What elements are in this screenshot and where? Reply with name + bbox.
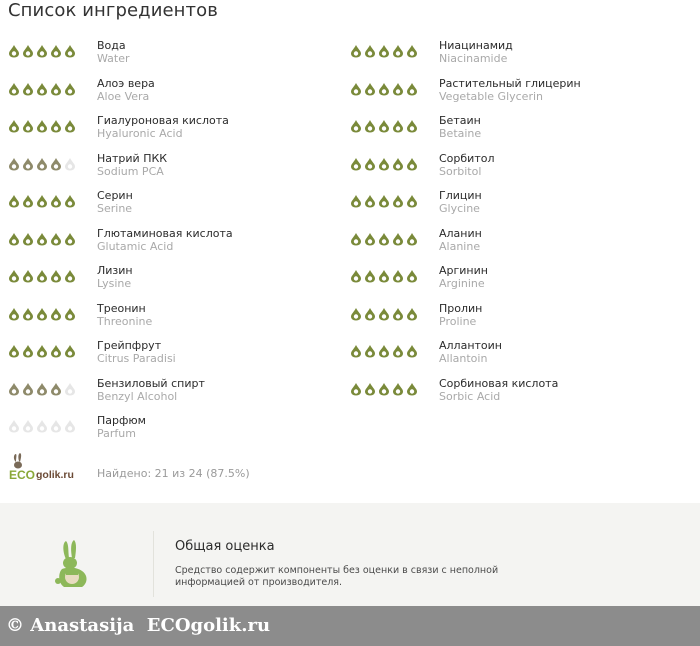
drop-icon xyxy=(406,306,418,320)
ingredients-left-column xyxy=(8,38,338,451)
drop-icon xyxy=(36,418,48,432)
ingredient-name-en: Sodium PCA xyxy=(97,164,164,178)
drop-icon xyxy=(50,381,62,395)
ingredient-name-en: Proline xyxy=(439,314,477,328)
drop-icon xyxy=(36,118,48,132)
ingredient-row[interactable] xyxy=(350,226,680,264)
drop-icon xyxy=(8,193,20,207)
ingredient-name-en: Aloe Vera xyxy=(97,89,150,103)
rating-drops xyxy=(8,306,76,322)
ingredient-row[interactable] xyxy=(8,226,338,264)
ingredient-name-ru[interactable]: Парфюм xyxy=(97,414,146,427)
rating-drops xyxy=(350,268,418,284)
rating-drops xyxy=(350,343,418,359)
rating-drops xyxy=(8,343,76,359)
ingredient-name-en: Parfum xyxy=(97,427,136,440)
drop-icon xyxy=(22,156,34,170)
drop-icon xyxy=(64,43,76,57)
drop-icon xyxy=(36,81,48,95)
drop-icon xyxy=(50,81,62,95)
ecogolik-logo[interactable] xyxy=(8,452,86,482)
drop-icon xyxy=(8,381,20,395)
drop-icon xyxy=(8,306,20,320)
drop-icon xyxy=(392,43,404,57)
rating-drops xyxy=(8,118,76,134)
ingredient-row[interactable] xyxy=(8,376,338,414)
drop-icon xyxy=(50,118,62,132)
drop-icon xyxy=(406,118,418,132)
copyright-bar xyxy=(0,606,700,646)
drop-icon xyxy=(378,118,390,132)
drop-icon xyxy=(364,118,376,132)
drop-icon xyxy=(392,343,404,357)
drop-icon xyxy=(36,268,48,282)
drop-icon xyxy=(64,156,76,170)
drop-icon xyxy=(64,418,76,432)
ingredient-name-ru[interactable]: Вода xyxy=(97,39,126,52)
rating-drops xyxy=(8,81,76,97)
ingredient-name-ru[interactable]: Серин xyxy=(97,189,133,202)
rating-drops xyxy=(8,156,76,172)
drop-icon xyxy=(378,231,390,245)
summary-title: Общая оценка xyxy=(175,539,275,554)
drop-icon xyxy=(406,81,418,95)
ingredient-name-ru[interactable]: Ниацинамид xyxy=(439,39,513,52)
ingredient-name-ru[interactable]: Лизин xyxy=(97,264,133,277)
drop-icon xyxy=(8,418,20,432)
drop-icon xyxy=(64,193,76,207)
hare-logo-icon xyxy=(8,452,86,482)
drop-icon xyxy=(378,81,390,95)
ingredient-name-en: Vegetable Glycerin xyxy=(439,89,544,103)
ingredient-name-en: Threonine xyxy=(97,314,153,328)
drop-icon xyxy=(364,43,376,57)
rating-drops xyxy=(350,81,418,97)
logo-golik-text: golik.ru xyxy=(36,469,74,481)
ingredient-name-ru[interactable]: Растительный глицерин xyxy=(439,76,581,90)
ingredient-name-en: Glutamic Acid xyxy=(97,239,174,253)
overall-rating-panel xyxy=(0,503,700,606)
drop-icon xyxy=(8,343,20,357)
copyright-text: © Anastasija ECOgolik.ru xyxy=(6,615,271,636)
drop-icon xyxy=(64,118,76,132)
ingredient-name-ru[interactable]: Бензиловый спирт xyxy=(97,376,205,390)
ingredient-row[interactable] xyxy=(350,151,680,189)
drop-icon xyxy=(364,306,376,320)
drop-icon xyxy=(392,268,404,282)
drop-icon xyxy=(392,156,404,170)
drop-icon xyxy=(406,43,418,57)
drop-icon xyxy=(22,118,34,132)
ingredient-name-en: Sorbitol xyxy=(439,164,482,178)
drop-icon xyxy=(378,381,390,395)
ingredient-row[interactable] xyxy=(350,376,680,414)
drop-icon xyxy=(22,193,34,207)
drop-icon xyxy=(8,43,20,57)
drop-icon xyxy=(22,381,34,395)
drop-icon xyxy=(392,306,404,320)
ingredient-name-en: Lysine xyxy=(97,277,132,290)
drop-icon xyxy=(364,193,376,207)
drop-icon xyxy=(64,381,76,395)
rating-drops xyxy=(8,381,76,397)
drop-icon xyxy=(406,193,418,207)
drop-icon xyxy=(22,343,34,357)
drop-icon xyxy=(392,81,404,95)
drop-icon xyxy=(64,231,76,245)
drop-icon xyxy=(406,268,418,282)
ingredient-name-ru[interactable]: Натрий ПКК xyxy=(97,151,168,165)
ingredient-name-en: Niacinamide xyxy=(439,52,508,65)
drop-icon xyxy=(50,306,62,320)
ingredient-name-ru[interactable]: Сорбитол xyxy=(439,151,495,165)
drop-icon xyxy=(364,343,376,357)
ingredient-name-ru[interactable]: Сорбиновая кислота xyxy=(439,376,559,390)
ingredient-row[interactable] xyxy=(8,263,338,301)
ingredient-row[interactable] xyxy=(8,301,338,339)
ingredient-row[interactable] xyxy=(350,38,680,76)
drop-icon xyxy=(22,231,34,245)
ingredient-name-ru[interactable]: Гиалуроновая кислота xyxy=(97,114,229,127)
ingredient-name-en: Citrus Paradisi xyxy=(97,352,176,365)
ingredients-right-column xyxy=(350,38,680,413)
ingredient-row[interactable] xyxy=(8,76,338,114)
drop-icon xyxy=(64,268,76,282)
drop-icon xyxy=(50,231,62,245)
drop-icon xyxy=(350,156,362,170)
ingredient-name-en: Water xyxy=(97,52,130,65)
ingredient-row[interactable] xyxy=(350,188,680,226)
ingredient-name-en: Serine xyxy=(97,202,133,215)
drop-icon xyxy=(22,418,34,432)
ingredient-name-ru[interactable]: Треонин xyxy=(97,301,146,315)
drop-icon xyxy=(350,43,362,57)
found-count: Найдено: 21 из 24 (87.5%) xyxy=(97,467,250,480)
drop-icon xyxy=(22,306,34,320)
drop-icon xyxy=(22,81,34,95)
drop-icon xyxy=(392,381,404,395)
ingredient-name-ru[interactable]: Бетаин xyxy=(439,114,481,127)
drop-icon xyxy=(378,268,390,282)
drop-icon xyxy=(378,306,390,320)
ingredient-row[interactable] xyxy=(8,188,338,226)
drop-icon xyxy=(392,231,404,245)
drop-icon xyxy=(364,156,376,170)
rating-drops xyxy=(350,306,418,322)
rating-drops xyxy=(350,381,418,397)
drop-icon xyxy=(350,81,362,95)
logo-eco-text: ECO xyxy=(9,468,36,482)
drop-icon xyxy=(64,306,76,320)
drop-icon xyxy=(350,231,362,245)
summary-text: Средство содержит компоненты без оценки в связи с неполной информацией от производителя. xyxy=(175,565,499,588)
drop-icon xyxy=(50,343,62,357)
drop-icon xyxy=(350,193,362,207)
drop-icon xyxy=(36,306,48,320)
ingredient-row[interactable] xyxy=(8,151,338,189)
ingredient-name-ru[interactable]: Аргинин xyxy=(439,264,488,277)
drop-icon xyxy=(22,43,34,57)
drop-icon xyxy=(8,118,20,132)
drop-icon xyxy=(378,343,390,357)
drop-icon xyxy=(350,268,362,282)
ingredient-name-ru[interactable]: Пролин xyxy=(439,301,483,315)
ingredient-name-en: Sorbic Acid xyxy=(439,389,501,403)
drop-icon xyxy=(36,193,48,207)
ingredient-name-en: Hyaluronic Acid xyxy=(97,127,183,140)
hare-icon xyxy=(52,539,92,593)
drop-icon xyxy=(406,381,418,395)
ingredient-row[interactable] xyxy=(8,113,338,151)
ingredient-name-ru[interactable]: Глютаминовая кислота xyxy=(97,226,233,240)
ingredient-row[interactable] xyxy=(350,263,680,301)
ingredient-row[interactable] xyxy=(350,113,680,151)
drop-icon xyxy=(350,118,362,132)
rating-drops xyxy=(8,231,76,247)
ingredient-row[interactable] xyxy=(8,338,338,376)
drop-icon xyxy=(364,381,376,395)
drop-icon xyxy=(64,81,76,95)
drop-icon xyxy=(36,343,48,357)
ingredient-name-ru[interactable]: Алоэ вера xyxy=(97,76,155,90)
ingredient-name-en: Arginine xyxy=(439,277,485,290)
rating-drops xyxy=(350,156,418,172)
rating-drops xyxy=(8,193,76,209)
drop-icon xyxy=(22,268,34,282)
rating-drops xyxy=(350,193,418,209)
drop-icon xyxy=(8,231,20,245)
drop-icon xyxy=(50,193,62,207)
drop-icon xyxy=(8,268,20,282)
rating-drops xyxy=(350,43,418,59)
drop-icon xyxy=(364,81,376,95)
drop-icon xyxy=(364,231,376,245)
rating-drops xyxy=(8,418,76,434)
drop-icon xyxy=(50,268,62,282)
ingredient-name-ru[interactable]: Глицин xyxy=(439,189,482,202)
drop-icon xyxy=(8,81,20,95)
rating-drops xyxy=(8,43,76,59)
drop-icon xyxy=(50,418,62,432)
ingredient-row[interactable] xyxy=(350,301,680,339)
drop-icon xyxy=(378,193,390,207)
drop-icon xyxy=(406,156,418,170)
drop-icon xyxy=(50,156,62,170)
drop-icon xyxy=(392,193,404,207)
drop-icon xyxy=(350,381,362,395)
drop-icon xyxy=(406,231,418,245)
drop-icon xyxy=(406,343,418,357)
divider xyxy=(153,531,154,597)
drop-icon xyxy=(36,43,48,57)
ingredient-name-en: Benzyl Alcohol xyxy=(97,389,178,403)
rating-drops xyxy=(350,118,418,134)
page-title: Список ингредиентов xyxy=(8,0,218,21)
ingredient-name-en: Glycine xyxy=(439,202,480,215)
drop-icon xyxy=(36,381,48,395)
rating-drops xyxy=(350,231,418,247)
drop-icon xyxy=(350,306,362,320)
drop-icon xyxy=(378,43,390,57)
drop-icon xyxy=(36,156,48,170)
ingredient-row[interactable] xyxy=(8,413,338,451)
ingredient-name-en: Allantoin xyxy=(439,352,488,365)
rating-drops xyxy=(8,268,76,284)
ingredient-name-en: Alanine xyxy=(439,239,481,253)
drop-icon xyxy=(350,343,362,357)
drop-icon xyxy=(392,118,404,132)
ingredient-name-ru[interactable]: Аллантоин xyxy=(439,339,502,352)
drop-icon xyxy=(8,156,20,170)
ingredient-row[interactable] xyxy=(8,38,338,76)
drop-icon xyxy=(50,43,62,57)
drop-icon xyxy=(64,343,76,357)
ingredient-row[interactable] xyxy=(350,76,680,114)
drop-icon xyxy=(378,156,390,170)
ingredient-name-ru[interactable]: Грейпфрут xyxy=(97,339,162,352)
drop-icon xyxy=(364,268,376,282)
drop-icon xyxy=(36,231,48,245)
ingredient-name-ru[interactable]: Аланин xyxy=(439,226,482,240)
ingredient-name-en: Betaine xyxy=(439,127,482,140)
ingredient-row[interactable] xyxy=(350,338,680,376)
